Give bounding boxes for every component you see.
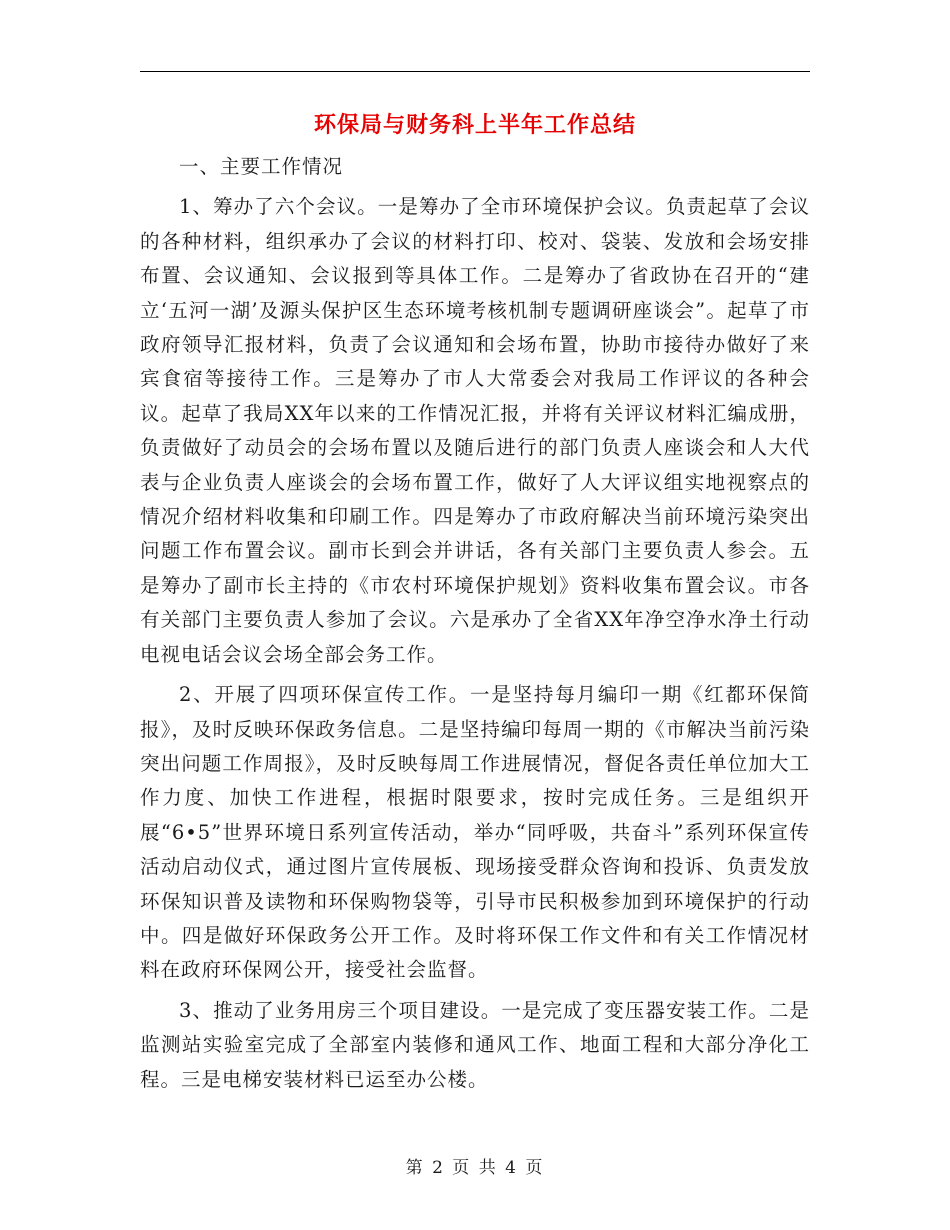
header-rule	[140, 71, 810, 72]
paragraph-meetings: 1、筹办了六个会议。一是筹办了全市环境保护会议。负责起草了会议的各种材料，组织承办了会议的材料打印、校对、袋装、发放和会场安排布置、会议通知、会议报到等具体工作。二是筹办了省政协在召开的“建立‘五河一湖’及源头保护区生态环境考核机制专题调研座谈会”。起草了市政府领导汇报材料，负责了会议通知和会场布置，协助市接待办做好了来宾食宿等接待工作。三是筹办了市人大常委会对我局工作评议的各种会议。起草了我局XX年以来的工作情况汇报，并将有关评议材料汇编成册，负责做好了动员会的会场布置以及随后进行的部门负责人座谈会和人大代表与企业负责人座谈会的会场布置工作，做好了人大评议组实地视察点的情况介绍材料收集和印刷工作。四是筹办了市政府解决当前环境污染突出问题工作布置会议。副市长到会并讲话，各有关部门主要负责人参会。五是筹办了副市长主持的《市农村环境保护规划》资料收集布置会议。市各有关部门主要负责人参加了会议。六是承办了全省XX年净空净水净土行动电视电话会议会场全部会务工作。	[140, 195, 810, 666]
paragraph-construction: 3、推动了业务用房三个项目建设。一是完成了变压器安装工作。二是监测站实验室完成了全部室内装修和通风工作、地面工程和大部分净化工程。三是电梯安装材料已运至办公楼。	[140, 998, 810, 1091]
document-body	[140, 150, 810, 1103]
page-number: 第 2 页 共 4 页	[405, 1158, 545, 1178]
section-heading: 一、主要工作情况	[179, 155, 344, 178]
document-title: 环保局与财务科上半年工作总结	[313, 112, 636, 138]
paragraph-publicity: 2、开展了四项环保宣传工作。一是坚持每月编印一期《红都环保简报》，及时反映环保政务信息。二是坚持编印每周一期的《市解决当前污染突出问题工作周报》，及时反映每周工作进展情况，督促各责任单位加大工作力度、加快工作进程，根据时限要求，按时完成任务。三是组织开展“6•5”世界环境日系列宣传活动，举办“同呼吸，共奋斗”系列环保宣传活动启动仪式，通过图片宣传展板、现场接受群众咨询和投诉、负责发放环保知识普及读物和环保购物袋等，引导市民积极参加到环境保护的行动中。四是做好环保政务公开工作。及时将环保工作文件和有关工作情况材料在政府环保网公开，接受社会监督。	[140, 683, 810, 982]
